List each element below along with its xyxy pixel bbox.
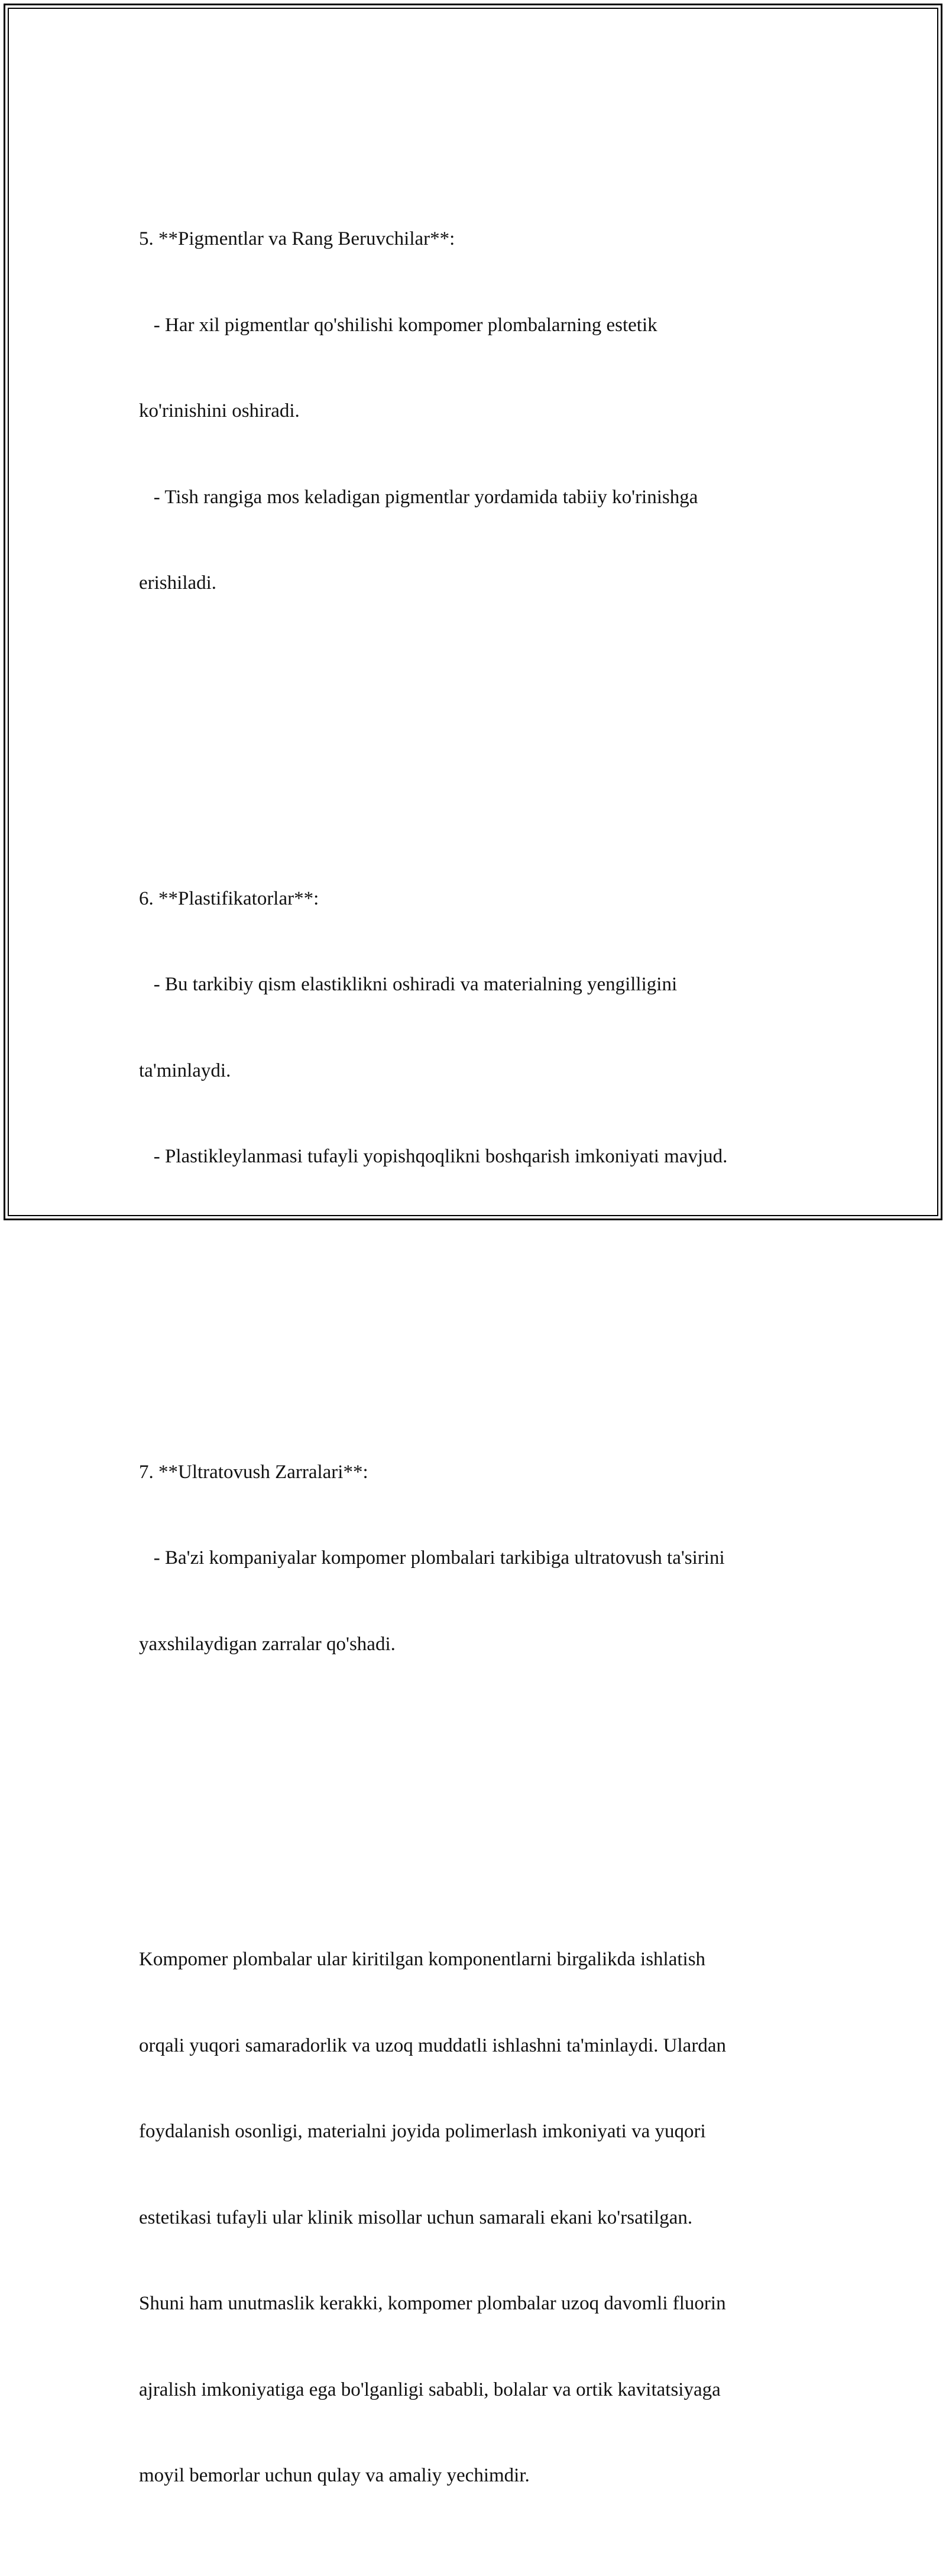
bullet-text: ko'rinishini oshiradi.	[139, 400, 300, 422]
section-heading: 6. **Plastifikatorlar**:	[139, 887, 319, 909]
paragraph-line: estetikasi tufayli ular klinik misollar uchun samarali ekani ko'rsatilgan.	[139, 2206, 693, 2228]
paragraph-line: Shuni ham unutmaslik kerakki, kompomer plombalar uzoq davomli fluorin	[139, 2293, 726, 2314]
section-ultratovush	[139, 1401, 813, 1716]
spacer	[139, 712, 813, 741]
section-heading: 7. **Ultratovush Zarralari**:	[139, 1461, 368, 1483]
section-pigmentlar	[139, 167, 813, 655]
spacer	[139, 1286, 813, 1315]
bullet-text: erishiladi.	[139, 572, 217, 594]
document-body	[139, 110, 813, 2576]
spacer	[139, 1773, 813, 1802]
bullet-text: ta'minlaydi.	[139, 1059, 231, 1081]
conclusion-paragraph	[139, 1888, 813, 2548]
paragraph-line: foydalanish osonligi, materialni joyida polimerlash imkoniyati va yuqori	[139, 2121, 706, 2142]
paragraph-line: ajralish imkoniyatiga ega bo'lganligi sababli, bolalar va ortik kavitatsiyaga	[139, 2379, 721, 2400]
bullet-text: - Plastikleylanmasi tufayli yopishqoqlikni boshqarish imkoniyati mavjud.	[139, 1146, 728, 1167]
section-plastifikatorlar	[139, 827, 813, 1229]
paragraph-line: Kompomer plombalar ular kiritilgan komponentlarni birgalikda ishlatish	[139, 1949, 706, 1970]
bullet-text: - Ba'zi kompaniyalar kompomer plombalari tarkibiga ultratovush ta'sirini	[139, 1547, 725, 1569]
bullet-text: - Har xil pigmentlar qo'shilishi kompomer plombalarning estetik	[139, 314, 657, 336]
bullet-text: - Bu tarkibiy qism elastiklikni oshiradi va materialning yengilligini	[139, 974, 678, 995]
section-heading: 5. **Pigmentlar va Rang Beruvchilar**:	[139, 228, 455, 250]
bullet-text: - Tish rangiga mos keladigan pigmentlar yordamida tabiiy ko'rinishga	[139, 486, 698, 508]
paragraph-line: moyil bemorlar uchun qulay va amaliy yechimdir.	[139, 2465, 530, 2486]
bullet-text: yaxshilaydigan zarralar qo'shadi.	[139, 1633, 396, 1655]
paragraph-line: orqali yuqori samaradorlik va uzoq muddatli ishlashni ta'minlaydi. Ulardan	[139, 2034, 726, 2056]
